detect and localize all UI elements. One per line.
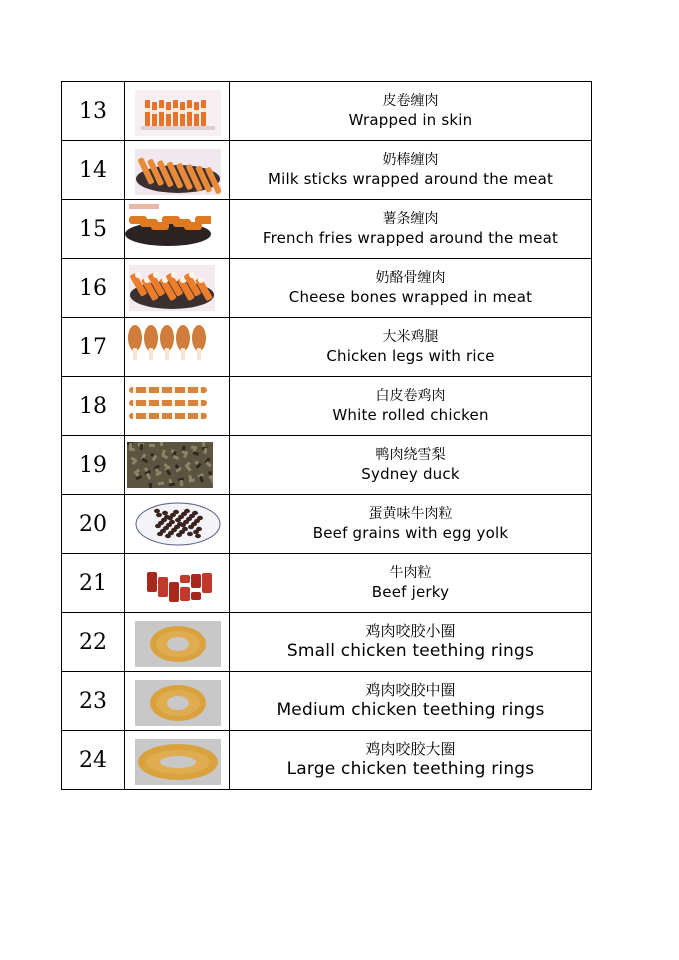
item-description xyxy=(230,731,592,790)
item-description xyxy=(230,377,592,436)
item-name-chinese: 蛋黄味牛肉粒 xyxy=(368,506,453,522)
fries-on-plate-photo xyxy=(125,202,211,252)
item-name-chinese: 鸭肉绕雪梨 xyxy=(375,447,446,463)
item-number: 20 xyxy=(62,495,125,554)
item-thumbnail-cell xyxy=(125,672,230,731)
item-thumbnail-cell xyxy=(125,259,230,318)
duck-pieces-photo xyxy=(127,442,213,492)
item-number: 24 xyxy=(62,731,125,790)
item-description xyxy=(230,200,592,259)
item-thumbnail-cell xyxy=(125,82,230,141)
table-row xyxy=(62,495,592,554)
item-thumbnail-cell xyxy=(125,436,230,495)
table-row xyxy=(62,554,592,613)
item-number: 14 xyxy=(62,141,125,200)
item-thumbnail-cell xyxy=(125,495,230,554)
product-table xyxy=(61,81,592,790)
table-row xyxy=(62,731,592,790)
item-name-english: Sydney duck xyxy=(361,465,460,483)
item-thumbnail-cell xyxy=(125,613,230,672)
item-name-chinese: 皮卷缠肉 xyxy=(382,93,439,109)
item-name-english: Medium chicken teething rings xyxy=(276,700,545,720)
orange-sticks-photo xyxy=(135,90,221,140)
item-name-english: Large chicken teething rings xyxy=(286,759,535,779)
item-name-english: Milk sticks wrapped around the meat xyxy=(267,170,554,188)
item-name-chinese: 大米鸡腿 xyxy=(382,329,439,345)
item-thumbnail-cell xyxy=(125,731,230,790)
item-description xyxy=(230,259,592,318)
table-row xyxy=(62,377,592,436)
item-thumbnail-cell xyxy=(125,200,230,259)
sticks-on-plate-photo xyxy=(135,149,221,199)
bones-on-plate-photo xyxy=(129,265,215,315)
table-row xyxy=(62,259,592,318)
item-name-chinese: 鸡肉咬胶中圈 xyxy=(365,681,456,699)
large-ring-photo xyxy=(135,739,221,789)
item-description xyxy=(230,82,592,141)
table-row xyxy=(62,141,592,200)
item-name-english: Small chicken teething rings xyxy=(286,641,535,661)
item-thumbnail-cell xyxy=(125,141,230,200)
item-name-english: White rolled chicken xyxy=(332,406,489,424)
table-row xyxy=(62,200,592,259)
beef-grains-plate-photo xyxy=(135,501,221,551)
table-row xyxy=(62,672,592,731)
item-number: 22 xyxy=(62,613,125,672)
item-name-english: Wrapped in skin xyxy=(348,111,473,129)
item-description xyxy=(230,672,592,731)
item-name-chinese: 白皮卷鸡肉 xyxy=(375,388,446,404)
table-row xyxy=(62,436,592,495)
item-description xyxy=(230,318,592,377)
item-thumbnail-cell xyxy=(125,554,230,613)
item-name-english: Cheese bones wrapped in meat xyxy=(288,288,533,306)
table-row xyxy=(62,318,592,377)
item-number: 23 xyxy=(62,672,125,731)
item-number: 13 xyxy=(62,82,125,141)
item-name-chinese: 牛肉粒 xyxy=(389,565,432,581)
table-row xyxy=(62,613,592,672)
item-name-chinese: 薯条缠肉 xyxy=(382,211,439,227)
item-number: 15 xyxy=(62,200,125,259)
item-number: 16 xyxy=(62,259,125,318)
item-thumbnail-cell xyxy=(125,318,230,377)
item-name-english: Beef grains with egg yolk xyxy=(312,524,509,542)
item-number: 17 xyxy=(62,318,125,377)
item-name-chinese: 奶棒缠肉 xyxy=(382,152,439,168)
rolled-sticks-photo xyxy=(125,381,211,431)
item-description xyxy=(230,141,592,200)
beef-jerky-photo xyxy=(137,562,223,612)
item-number: 21 xyxy=(62,554,125,613)
item-thumbnail-cell xyxy=(125,377,230,436)
item-name-chinese: 鸡肉咬胶小圈 xyxy=(365,622,456,640)
item-description xyxy=(230,613,592,672)
drumsticks-photo xyxy=(125,318,211,368)
item-description xyxy=(230,495,592,554)
small-ring-photo xyxy=(135,621,221,671)
item-number: 19 xyxy=(62,436,125,495)
item-name-english: French fries wrapped around the meat xyxy=(262,229,559,247)
table-row xyxy=(62,82,592,141)
item-name-english: Chicken legs with rice xyxy=(326,347,495,365)
medium-ring-photo xyxy=(135,680,221,730)
item-description xyxy=(230,436,592,495)
item-name-chinese: 奶酪骨缠肉 xyxy=(375,270,446,286)
item-description xyxy=(230,554,592,613)
item-name-english: Beef jerky xyxy=(371,583,450,601)
item-name-chinese: 鸡肉咬胶大圈 xyxy=(365,740,456,758)
item-number: 18 xyxy=(62,377,125,436)
